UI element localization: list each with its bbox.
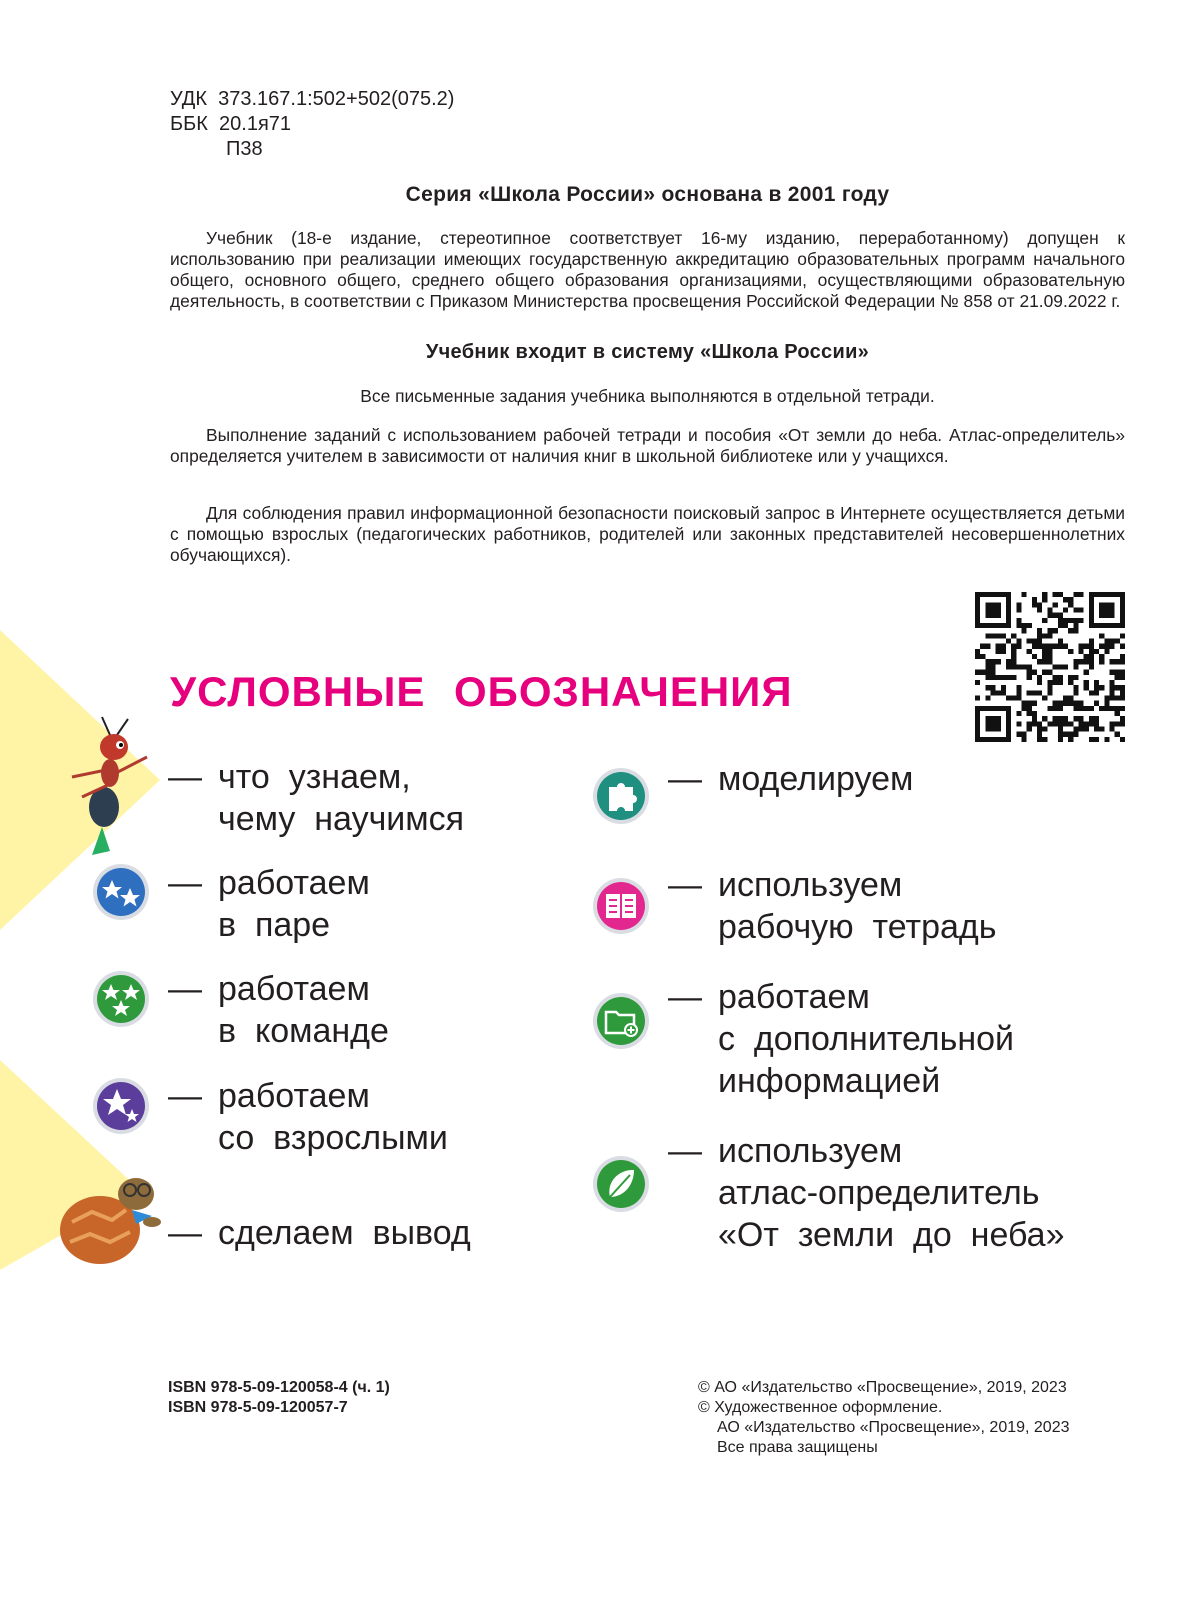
workbook-paragraph: Выполнение заданий с использованием рабочей тетради и пособия «От земли до неба. Атлас-определитель» определяется учителем в зависимости от наличия книг в школьной библиотеке или у учащихся. <box>170 425 1125 466</box>
security-paragraph: Для соблюдения правил информационной безопасности поисковый запрос в Интернете осуществляется детьми с помощью взрослых (педагогических работников, родителей или законных представителей несовершеннолетних обучающихся). <box>170 503 1125 565</box>
legend-item-workbook: используем рабочую тетрадь <box>718 866 997 946</box>
workbook-icon <box>592 877 650 935</box>
legend-item-adults: работаем со взрослыми <box>218 1077 448 1157</box>
legend-item-extra-info: работаем с дополнительной информацией <box>718 978 1015 1100</box>
bbk-code: ББК 20.1я71 <box>170 113 292 135</box>
puzzle-icon <box>592 767 650 825</box>
qr-code[interactable] <box>975 592 1125 742</box>
dash: — <box>168 970 202 1008</box>
copyright-block <box>698 1378 1125 1458</box>
dash: — <box>668 978 702 1016</box>
turtle-icon <box>52 1172 167 1272</box>
system-title: Учебник входит в систему «Школа России» <box>425 341 870 363</box>
pair-stars-icon <box>92 863 150 921</box>
approval-paragraph: Учебник (18-е издание, стереотипное соответствует 16-му изданию, переработанному) допущен к использованию при реализации имеющих государственную аккредитацию образовательных программ начального общего, основного общего, среднего общего образования организациями, осуществляющими образовательную деятельность, в соответствии с Приказом Министерства просвещения Российской Федерации № 858 от 21.09.2022 г. <box>170 228 1125 311</box>
dash: — <box>668 866 702 904</box>
legend-item-atlas: используем атлас-определитель «От земли до неба» <box>718 1132 1065 1254</box>
written-tasks-note: Все письменные задания учебника выполняются в отдельной тетради. <box>360 386 935 406</box>
isbn-line: ISBN 978-5-09-120058-4 (ч. 1) <box>168 1379 390 1396</box>
dash: — <box>168 758 202 796</box>
author-code: П38 <box>226 138 263 160</box>
folder-plus-icon <box>592 992 650 1050</box>
dash: — <box>168 864 202 902</box>
legend-item-conclusion: сделаем вывод <box>218 1214 471 1252</box>
legend-item-model: моделируем <box>718 760 914 798</box>
copyright-line: Все права защищены <box>717 1439 878 1456</box>
bibliographic-codes <box>170 87 454 162</box>
isbn-block <box>168 1378 390 1418</box>
copyright-line: © Художественное оформление. <box>698 1399 943 1416</box>
dash: — <box>668 1132 702 1170</box>
dash: — <box>668 760 702 798</box>
udk-code: УДК 373.167.1:502+502(075.2) <box>170 88 455 110</box>
legend-item-team: работаем в команде <box>218 970 389 1050</box>
adult-star-icon <box>92 1077 150 1135</box>
copyright-line: АО «Издательство «Просвещение», 2019, 2023 <box>717 1419 1070 1436</box>
team-stars-icon <box>92 970 150 1028</box>
isbn-line: ISBN 978-5-09-120057-7 <box>168 1399 348 1416</box>
legend-item-pair: работаем в паре <box>218 864 370 944</box>
dash: — <box>168 1077 202 1115</box>
copyright-line: © АО «Издательство «Просвещение», 2019, 2023 <box>698 1379 1067 1396</box>
ant-icon <box>62 715 157 865</box>
series-title: Серия «Школа России» основана в 2001 году <box>405 183 890 206</box>
legend-title: УСЛОВНЫЕ ОБОЗНАЧЕНИЯ <box>170 668 793 715</box>
leaf-icon <box>592 1155 650 1213</box>
legend-item-learn: что узнаем, чему научимся <box>218 758 465 838</box>
dash: — <box>168 1214 202 1252</box>
